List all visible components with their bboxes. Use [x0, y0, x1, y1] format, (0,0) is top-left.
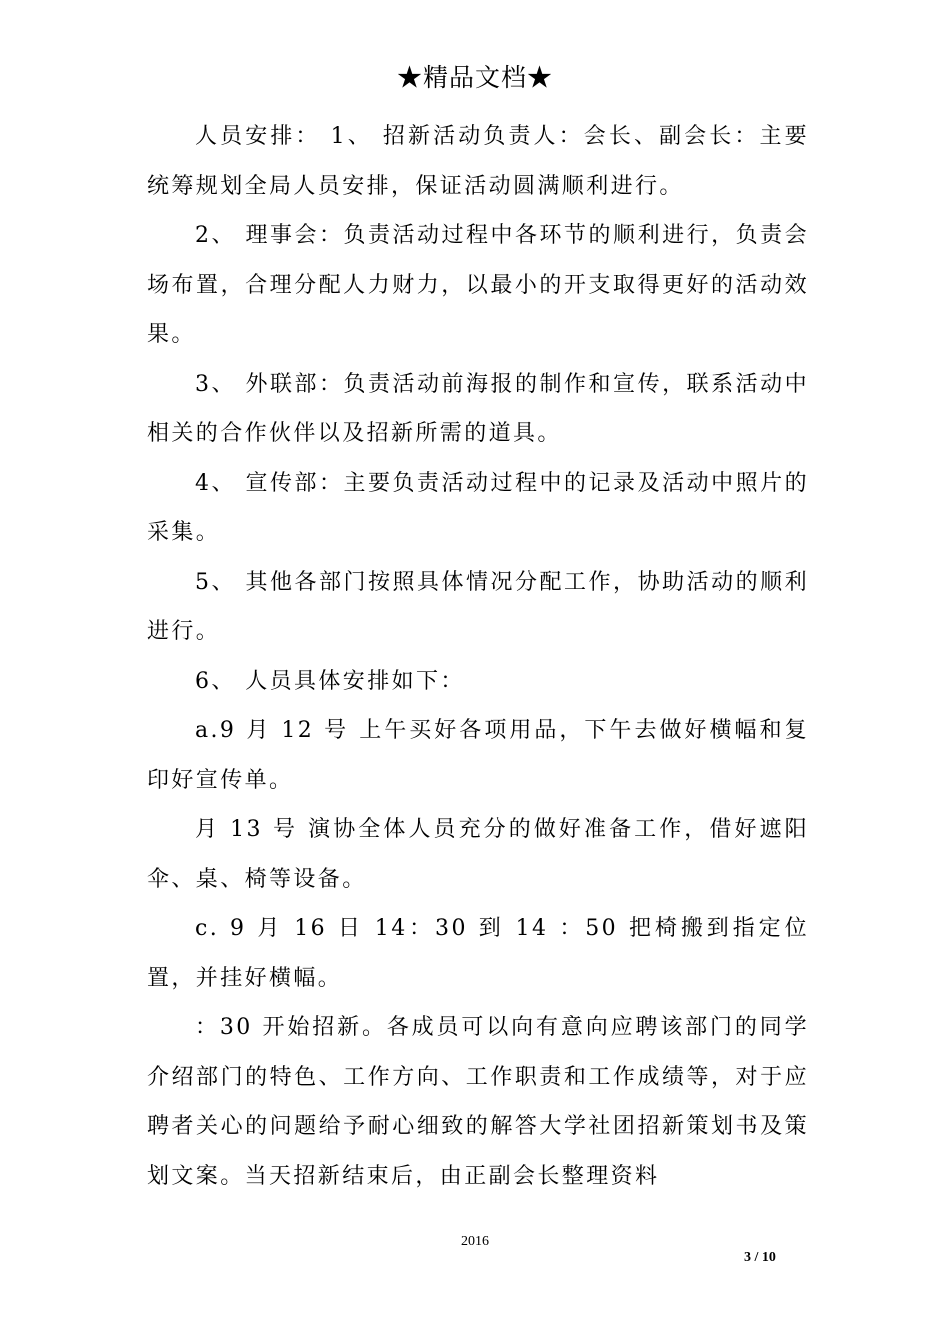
paragraph: 6、 人员具体安排如下： — [195, 668, 465, 694]
paragraph: ：30 开始招新。各成员可以向有意向应聘该部门的同学介绍部门的特色、工作方向、工作职责和工作成绩等，对于应聘者关心的问题给予耐心细致的解答大学社团招新策划书及策划文案。当天招新结束后，由正副会长整理资料 — [147, 1015, 809, 1189]
paragraph: 5、 其他各部门按照具体情况分配工作，协助活动的顺利进行。 — [147, 569, 809, 644]
footer-year: 2016 — [461, 1234, 489, 1249]
paragraph: 2、 理事会：负责活动过程中各环节的顺利进行，负责会场布置，合理分配人力财力，以最小的开支取得更好的活动效果。 — [147, 223, 809, 347]
paragraph: a.9 月 12 号 上午买好各项用品，下午去做好横幅和复印好宣传单。 — [147, 718, 809, 793]
document-body — [147, 112, 809, 1201]
page-number: 3 / 10 — [744, 1250, 776, 1265]
paragraph: 3、 外联部：负责活动前海报的制作和宣传，联系活动中相关的合作伙伴以及招新所需的道具。 — [147, 371, 809, 446]
paragraph: c. 9 月 16 日 14：30 到 14 ：50 把椅搬到指定位置，并挂好横幅。 — [147, 916, 809, 991]
paragraph: 人员安排： 1、 招新活动负责人：会长、副会长：主要统筹规划全局人员安排，保证活动圆满顺利进行。 — [147, 124, 809, 199]
paragraph: 月 13 号 演协全体人员充分的做好准备工作，借好遮阳伞、桌、椅等设备。 — [147, 817, 809, 892]
paragraph: 4、 宣传部：主要负责活动过程中的记录及活动中照片的采集。 — [147, 470, 809, 545]
page-header-title: ★精品文档★ — [396, 63, 553, 92]
